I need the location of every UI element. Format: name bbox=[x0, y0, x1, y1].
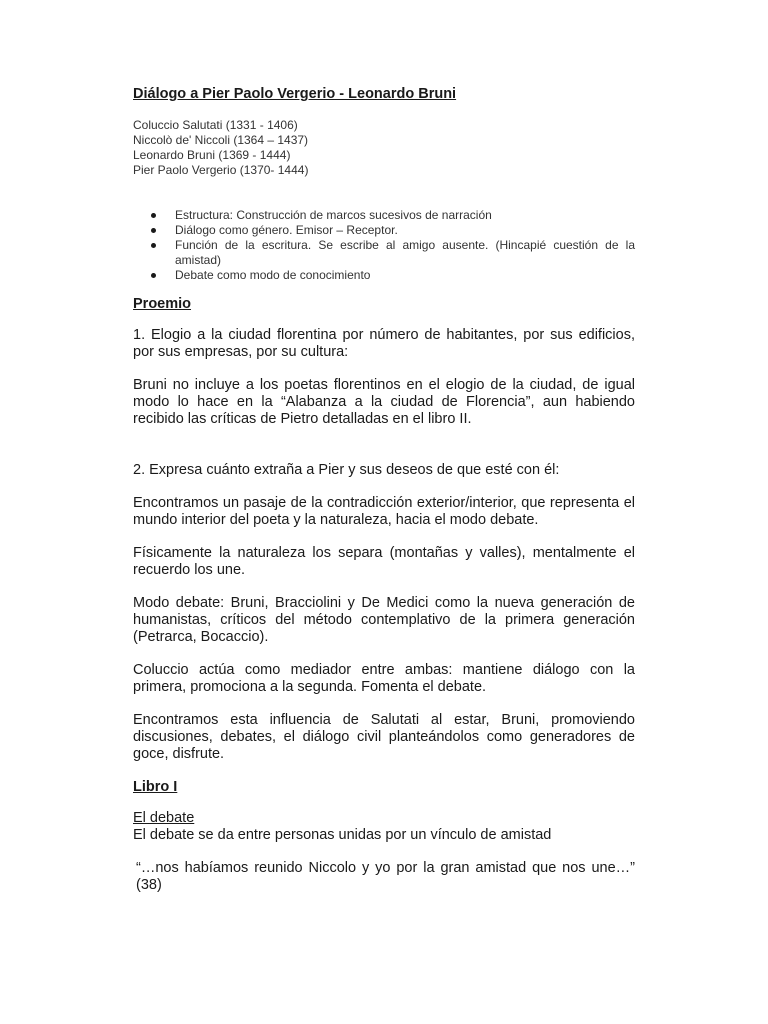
bullet-text: Debate como modo de conocimiento bbox=[175, 268, 371, 282]
paragraph: Encontramos esta influencia de Salutati al estar, Bruni, promoviendo discusiones, debates, el diálogo civil planteándolos como generadores de goce, disfrute. bbox=[133, 712, 635, 762]
bullet-item bbox=[133, 238, 635, 268]
quote: “…nos habíamos reunido Niccolo y yo por la gran amistad que nos une…” (38) bbox=[136, 860, 635, 893]
person-line: Niccolò de' Niccoli (1364 – 1437) bbox=[133, 133, 309, 147]
paragraph: Encontramos un pasaje de la contradicción exterior/interior, que representa el mundo interior del poeta y la naturaleza, hacia el modo debate. bbox=[133, 495, 635, 528]
bullet-text: Diálogo como género. Emisor – Receptor. bbox=[175, 223, 398, 237]
bullet-item bbox=[133, 208, 635, 223]
bullet-dot-icon bbox=[151, 213, 156, 218]
people-list bbox=[133, 118, 635, 178]
paragraph: Modo debate: Bruni, Bracciolini y De Medici como la nueva generación de humanistas, críticos del método contemplativo de la primera generación (Petrarca, Bocaccio). bbox=[133, 595, 635, 645]
bullet-dot-icon bbox=[151, 228, 156, 233]
paragraph: 1. Elogio a la ciudad florentina por número de habitantes, por sus edificios, por sus empresas, por su cultura: bbox=[133, 327, 635, 360]
paragraph: Bruni no incluye a los poetas florentinos en el elogio de la ciudad, de igual modo lo hace en la “Alabanza a la ciudad de Florencia”, aun habiendo recibido las críticas de Pietro detalladas en el libro II. bbox=[133, 377, 635, 427]
bullet-dot-icon bbox=[151, 273, 156, 278]
paragraph: El debate se da entre personas unidas por un vínculo de amistad bbox=[133, 827, 552, 843]
person-line: Pier Paolo Vergerio (1370- 1444) bbox=[133, 163, 309, 177]
paragraph: 2. Expresa cuánto extraña a Pier y sus deseos de que esté con él: bbox=[133, 462, 560, 478]
document-title: Diálogo a Pier Paolo Vergerio - Leonardo Bruni bbox=[133, 86, 457, 102]
bullet-text: Función de la escritura. Se escribe al amigo ausente. (Hincapié cuestión de la amistad) bbox=[175, 238, 635, 267]
bullet-dot-icon bbox=[151, 243, 156, 248]
section-heading-proemio: Proemio bbox=[133, 296, 192, 312]
bullet-item bbox=[133, 268, 635, 283]
bullet-list bbox=[133, 208, 635, 283]
section-heading-libro-i: Libro I bbox=[133, 779, 178, 795]
bullet-item bbox=[133, 223, 635, 238]
subheading-el-debate: El debate bbox=[133, 810, 195, 826]
paragraph: Coluccio actúa como mediador entre ambas: mantiene diálogo con la primera, promociona a la segunda. Fomenta el debate. bbox=[133, 662, 635, 695]
person-line: Coluccio Salutati (1331 - 1406) bbox=[133, 118, 298, 132]
document-page bbox=[133, 84, 635, 894]
person-line: Leonardo Bruni (1369 - 1444) bbox=[133, 148, 291, 162]
paragraph: Físicamente la naturaleza los separa (montañas y valles), mentalmente el recuerdo los une. bbox=[133, 545, 635, 578]
bullet-text: Estructura: Construcción de marcos sucesivos de narración bbox=[175, 208, 492, 222]
